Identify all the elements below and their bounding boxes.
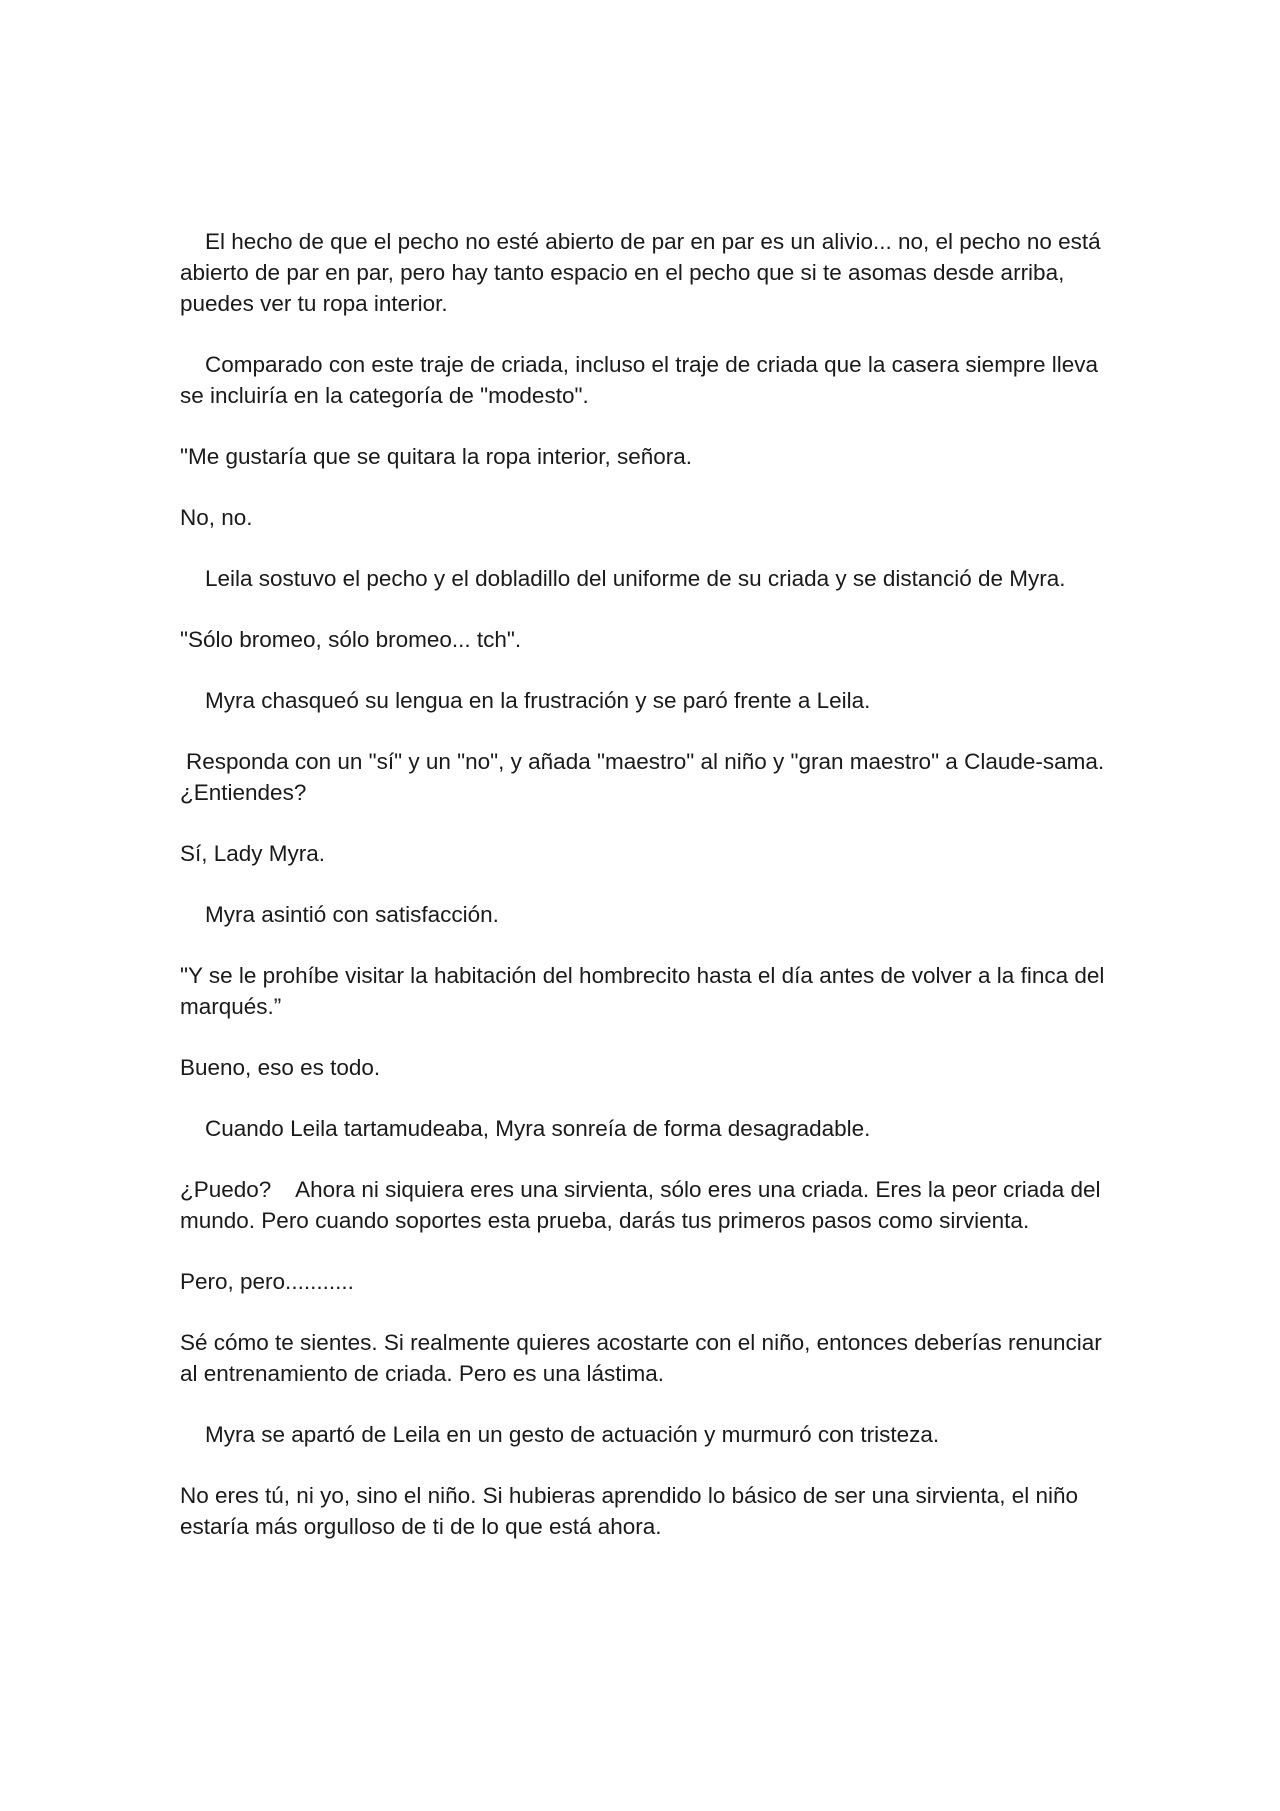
paragraph-9: Sí, Lady Myra. xyxy=(180,841,326,866)
paragraph-4: No, no. xyxy=(180,505,253,530)
paragraph-18: No eres tú, ni yo, sino el niño. Si hubieras aprendido lo básico de ser una sirvienta, el niño estaría más orgulloso de ti de lo que está ahora. xyxy=(180,1483,1085,1539)
paragraph-11: "Y se le prohíbe visitar la habitación del hombrecito hasta el día antes de volver a la finca del marqués.” xyxy=(180,963,1111,1019)
paragraph-10: Myra asintió con satisfacción. xyxy=(205,902,499,927)
paragraph-17: Myra se apartó de Leila en un gesto de actuación y murmuró con tristeza. xyxy=(205,1422,940,1447)
paragraph-7: Myra chasqueó su lengua en la frustración y se paró frente a Leila. xyxy=(205,688,871,713)
paragraph-14: ¿Puedo? Ahora ni siquiera eres una sirvienta, sólo eres una criada. Eres la peor criada del mundo. Pero cuando soportes esta prueba, darás tus primeros pasos como sirvienta. xyxy=(180,1177,1107,1233)
paragraph-1: El hecho de que el pecho no esté abierto de par en par es un alivio... no, el pecho no está abierto de par en par, pero hay tanto espacio en el pecho que si te asomas desde arriba, puedes ver tu ropa interior. xyxy=(180,229,1107,316)
paragraph-15: Pero, pero........... xyxy=(180,1269,354,1294)
document-page xyxy=(180,226,1120,1572)
paragraph-5: Leila sostuvo el pecho y el dobladillo del uniforme de su criada y se distanció de Myra. xyxy=(205,566,1066,591)
paragraph-12: Bueno, eso es todo. xyxy=(180,1055,381,1080)
paragraph-3: "Me gustaría que se quitara la ropa interior, señora. xyxy=(180,444,693,469)
paragraph-8: Responda con un "sí" y un "no", y añada "maestro" al niño y "gran maestro" a Claude-sama. ¿Entiendes? xyxy=(180,749,1111,805)
paragraph-2: Comparado con este traje de criada, incluso el traje de criada que la casera siempre lleva se incluiría en la categoría de "modesto". xyxy=(180,352,1105,408)
paragraph-6: "Sólo bromeo, sólo bromeo... tch". xyxy=(180,627,522,652)
paragraph-13: Cuando Leila tartamudeaba, Myra sonreía de forma desagradable. xyxy=(205,1116,871,1141)
paragraph-16: Sé cómo te sientes. Si realmente quieres acostarte con el niño, entonces deberías renunciar al entrenamiento de criada. Pero es una lástima. xyxy=(180,1330,1109,1386)
